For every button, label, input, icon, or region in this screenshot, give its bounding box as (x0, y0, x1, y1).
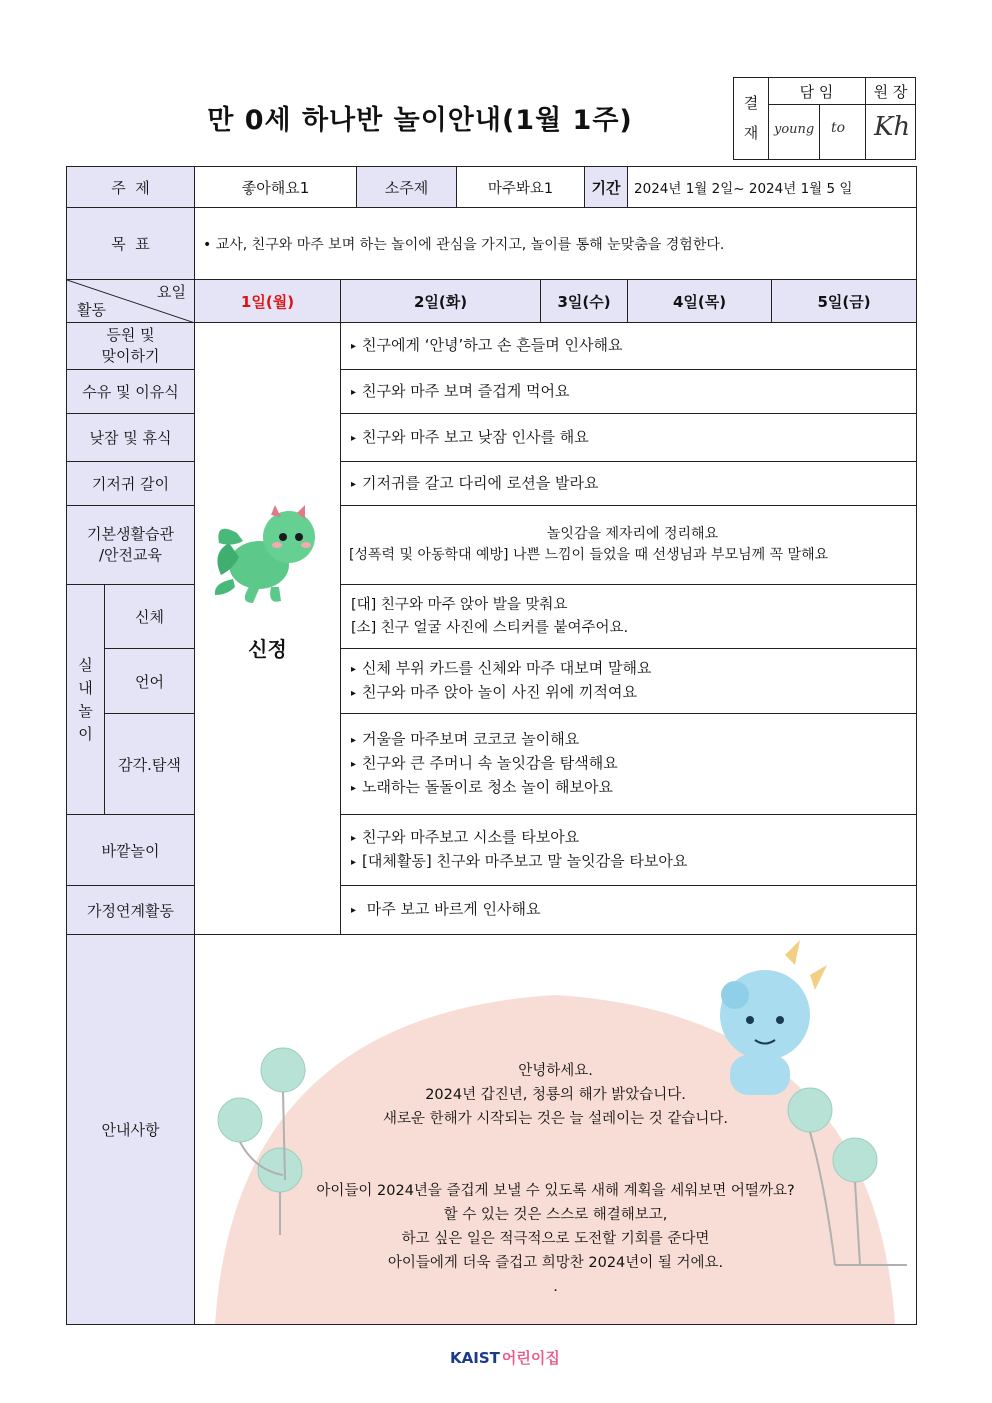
indoor-sensory-label: 감각.탐색 (105, 714, 195, 815)
diaper-content (341, 462, 917, 506)
meal-content (341, 370, 917, 414)
habits-label-line1: 기본생활습관 (87, 525, 174, 543)
holiday-cell (195, 323, 341, 935)
indoor-body-line2: [소] 친구 얼굴 사진에 스티커를 붙여주어요. (351, 619, 629, 636)
page-title: 만 0세 하나반 놀이안내(1월 1주) (207, 105, 633, 136)
habits-line2: [성폭력 및 아동학대 예방] 나쁜 느낌이 들었을 때 선생님과 부모님께 꼭 말해요 (349, 547, 829, 563)
notice-p2-line3: 하고 싶은 일은 적극적으로 도전할 기회를 준다면 (401, 1231, 710, 1247)
notice-label: 안내사항 (67, 935, 195, 1325)
play-plan-table (66, 166, 917, 1325)
habits-label-line2: /안전교육 (98, 546, 162, 564)
director-signature: Kh (874, 112, 911, 142)
notice-p1-line1: 안녕하세요. (518, 1063, 593, 1079)
diaper-label: 기저귀 갈이 (67, 462, 195, 506)
indoor-play-label (67, 585, 105, 815)
language-item-2: ▸ 친구와 마주 앉아 놀이 사진 위에 끼적여요 (351, 681, 916, 705)
meal-label: 수유 및 이유식 (67, 370, 195, 414)
indoor-body-line1: [대] 친구와 마주 앉아 발을 맞춰요 (351, 596, 568, 613)
home-link-content (341, 886, 917, 935)
day-header-mon: 1일(월) (195, 280, 341, 323)
nap-content (341, 414, 917, 462)
notice-paragraph-1 (195, 1059, 916, 1131)
period-label: 기간 (585, 167, 628, 208)
day-header-wed: 3일(수) (541, 280, 628, 323)
indoor-language-label: 언어 (105, 649, 195, 714)
sensory-item-3: ▸ 노래하는 돌돌이로 청소 놀이 해보아요 (351, 776, 916, 800)
approval-box (733, 77, 916, 160)
home-link-label: 가정연계활동 (67, 886, 195, 935)
teacher-signature-1: young (774, 122, 815, 137)
outdoor-item-1: ▸ 친구와 마주보고 시소를 타보아요 (351, 826, 916, 850)
nap-item: ▸ 친구와 마주 보고 낮잠 인사를 해요 (351, 426, 916, 450)
kaist-kindergarten-logo (450, 1347, 560, 1368)
indoor-label-text: 실 내 놀 이 (78, 655, 93, 743)
arrival-item: ▸ 친구에게 ‘안녕’하고 손 흔들며 인사해요 (351, 334, 916, 358)
notice-paragraph-2 (195, 1179, 916, 1299)
approval-side-bottom: 재 (743, 124, 759, 142)
indoor-sensory-content (341, 714, 917, 815)
meal-item: ▸ 친구와 마주 보며 즐겁게 먹어요 (351, 380, 916, 404)
logo-brand-kaist: KAIST (450, 1349, 500, 1367)
notice-p2-line5: . (553, 1279, 558, 1295)
approval-director-label: 원 장 (873, 83, 908, 101)
indoor-language-content (341, 649, 917, 714)
corner-activity-label: 활동 (77, 301, 106, 319)
arrival-label (67, 323, 195, 370)
indoor-body-content (341, 585, 917, 649)
arrival-label-line2: 맞이하기 (101, 347, 160, 365)
goal-label: 목 표 (67, 208, 195, 280)
outdoor-item-2: ▸ [대체활동] 친구와 마주보고 말 놀잇감을 타보아요 (351, 850, 916, 874)
language-item-1: ▸ 신체 부위 카드를 신체와 마주 대보며 말해요 (351, 657, 916, 681)
goal-cell (195, 208, 917, 280)
sensory-item-2: ▸ 친구와 큰 주머니 속 놀잇감을 탐색해요 (351, 752, 916, 776)
indoor-body-label: 신체 (105, 585, 195, 649)
notice-p2-line2: 할 수 있는 것은 스스로 해결해보고, (443, 1207, 668, 1223)
approval-teacher-label: 담 임 (799, 83, 834, 101)
diaper-item: ▸ 기저귀를 갈고 다리에 로션을 발라요 (351, 472, 916, 496)
dragon-mascot-icon (209, 503, 329, 613)
home-item: ▸ 마주 보고 바르게 인사해요 (351, 898, 916, 922)
notice-p1-line2: 2024년 갑진년, 청룡의 해가 밝았습니다. (425, 1087, 686, 1103)
day-header-tue: 2일(화) (341, 280, 541, 323)
goal-text: 교사, 친구와 마주 보며 하는 놀이에 관심을 가지고, 놀이를 통해 눈맞춤을 경험한다. (215, 236, 725, 253)
theme-label: 주 제 (67, 167, 195, 208)
period-value: 2024년 1월 2일~ 2024년 1월 5 일 (628, 167, 917, 208)
logo-brand-kindergarten: 어린이집 (501, 1349, 560, 1367)
teacher-signature-2: to (831, 120, 846, 136)
approval-side-top: 결 (743, 94, 759, 112)
theme-value: 좋아해요1 (195, 167, 357, 208)
notice-content (195, 935, 917, 1325)
sensory-item-1: ▸ 거울을 마주보며 코코코 놀이해요 (351, 728, 916, 752)
outdoor-content (341, 815, 917, 886)
corner-day-label: 요일 (157, 283, 186, 301)
arrival-label-line1: 등원 및 (106, 326, 155, 344)
subtheme-label: 소주제 (357, 167, 457, 208)
notice-p2-line4: 아이들에게 더욱 즐겁고 희망찬 2024년이 될 거에요. (387, 1255, 724, 1271)
outdoor-label: 바깥놀이 (67, 815, 195, 886)
arrival-content (341, 323, 917, 370)
habits-label (67, 506, 195, 585)
subtheme-value: 마주봐요1 (457, 167, 585, 208)
notice-p1-line3: 새로운 한해가 시작되는 것은 늘 설레이는 것 같습니다. (383, 1111, 729, 1127)
notice-p2-line1: 아이들이 2024년을 즐겁게 보낼 수 있도록 새해 계획을 세워보면 어떨까요? (316, 1183, 795, 1199)
day-header-thu: 4일(목) (628, 280, 772, 323)
day-header-fri: 5일(금) (772, 280, 917, 323)
habits-line1: 놀잇감을 제자리에 정리해요 (546, 526, 719, 542)
nap-label: 낮잠 및 휴식 (67, 414, 195, 462)
day-activity-corner (67, 280, 195, 323)
holiday-label: 신정 (248, 637, 287, 661)
habits-content (341, 506, 917, 585)
goal-bullet-icon: • (203, 236, 216, 253)
